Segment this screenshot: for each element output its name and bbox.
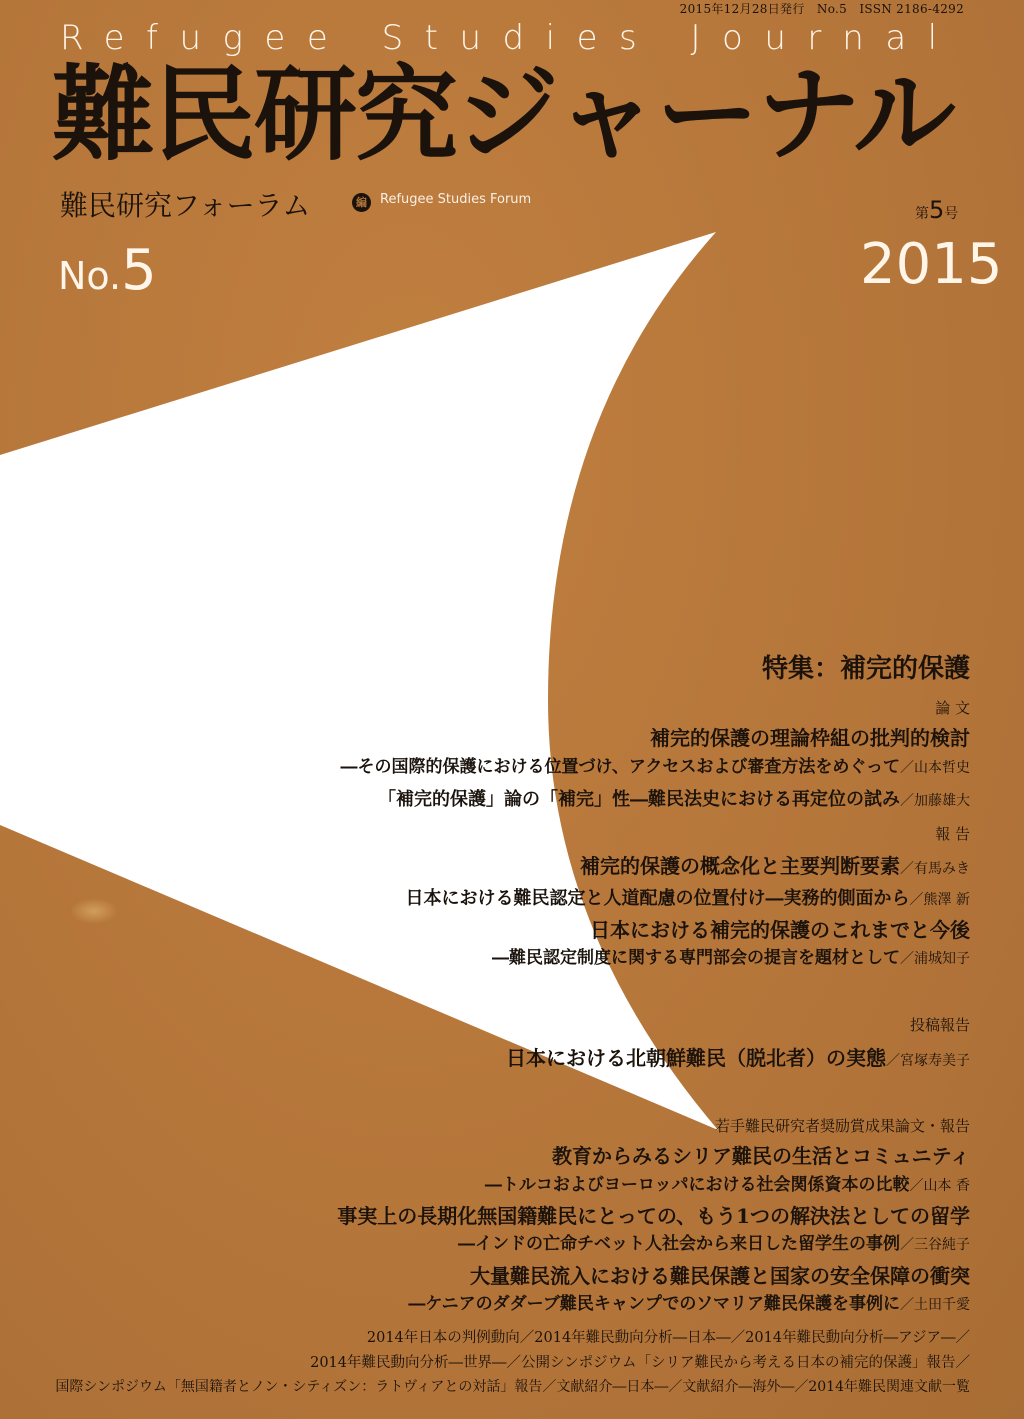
editor-name-jp: 難民研究フォーラム xyxy=(60,189,311,222)
issue-prefix: 第 xyxy=(915,206,929,222)
article-author: ／三谷純子 xyxy=(900,1237,970,1253)
paper-smudge xyxy=(70,898,118,924)
article-subtitle: ―ケニアのダダーブ難民キャンプでのソマリア難民保護を事例に／土田千愛 xyxy=(408,1294,970,1314)
article-subtitle: ―その国際的保護における位置づけ、アクセスおよび審査方法をめぐって／山本哲史 xyxy=(340,757,970,777)
section-label-hokoku: 報 告 xyxy=(935,825,970,843)
article-author: ／浦城知子 xyxy=(900,951,970,967)
article-title: 教育からみるシリア難民の生活とコミュニティ xyxy=(552,1144,970,1168)
footer-contents-line: 2014年難民動向分析―世界―／公開シンポジウム「シリア難民から考える日本の補完的保護」報告／ xyxy=(310,1355,970,1371)
article-author: ／山本 香 xyxy=(909,1178,970,1194)
section-label-toko: 投稿報告 xyxy=(909,1016,970,1034)
article-author: ／熊澤 新 xyxy=(909,892,970,908)
publication-info: 2015年12月28日発行 No.5 ISSN 2186-4292 xyxy=(679,2,964,16)
article-author: ／宮塚寿美子 xyxy=(886,1053,970,1069)
feature-title: 特集：補完的保護 xyxy=(761,654,970,684)
article-author: ／有馬みき xyxy=(900,861,970,877)
article-title: 補完的保護の理論枠組の批判的検討 xyxy=(650,726,970,750)
issue-number: 5 xyxy=(929,196,945,224)
article-subtitle: ―インドの亡命チベット人社会から来日した留学生の事例／三谷純子 xyxy=(458,1234,970,1254)
issue-number-large xyxy=(58,238,157,303)
japanese-title: 難民研究ジャーナル xyxy=(52,55,954,175)
issue-year: 2015 xyxy=(860,232,1003,297)
article-title: 「補完的保護」論の「補完」性―難民法史における再定位の試み／加藤雄大 xyxy=(378,789,970,810)
footer-contents-line: 2014年日本の判例動向／2014年難民動向分析―日本―／2014年難民動向分析―アジア―／ xyxy=(366,1330,970,1346)
article-title: 日本における補完的保護のこれまでと今後 xyxy=(590,918,970,942)
section-label-ronbun: 論 文 xyxy=(935,699,970,717)
issue-no-number: 5 xyxy=(121,238,157,303)
section-label-wakate: 若手難民研究者奨励賞成果論文・報告 xyxy=(714,1117,970,1135)
issue-suffix: 号 xyxy=(944,206,959,222)
article-title: 大量難民流入における難民保護と国家の安全保障の衝突 xyxy=(470,1264,970,1288)
issue-no-prefix: No. xyxy=(58,254,122,298)
article-title: 日本における難民認定と人道配慮の位置付け―実務的側面から／熊澤 新 xyxy=(405,888,970,909)
article-subtitle: ―トルコおよびヨーロッパにおける社会関係資本の比較／山本 香 xyxy=(484,1175,970,1195)
article-subtitle: ―難民認定制度に関する専門部会の提言を題材として／浦城知子 xyxy=(492,948,970,968)
footer-contents-line: 国際シンポジウム「無国籍者とノン・シティズン：ラトヴィアとの対話」報告／文献紹介―日本―／文献紹介―海外―／2014年難民関連文献一覧 xyxy=(55,1379,970,1395)
article-author: ／土田千愛 xyxy=(900,1297,970,1313)
issue-number-jp xyxy=(915,196,958,224)
article-title: 事実上の長期化無国籍難民にとっての、もう1つの解決法としての留学 xyxy=(337,1204,970,1228)
article-author: ／山本哲史 xyxy=(900,760,970,776)
editor-badge: 編 xyxy=(352,193,371,212)
article-author: ／加藤雄大 xyxy=(900,793,970,809)
editor-name-en: Refugee Studies Forum xyxy=(380,192,532,207)
article-title: 日本における北朝鮮難民（脱北者）の実態／宮塚寿美子 xyxy=(506,1046,970,1070)
english-title: Refugee Studies Journal xyxy=(60,18,959,58)
article-title: 補完的保護の概念化と主要判断要素／有馬みき xyxy=(580,854,970,878)
